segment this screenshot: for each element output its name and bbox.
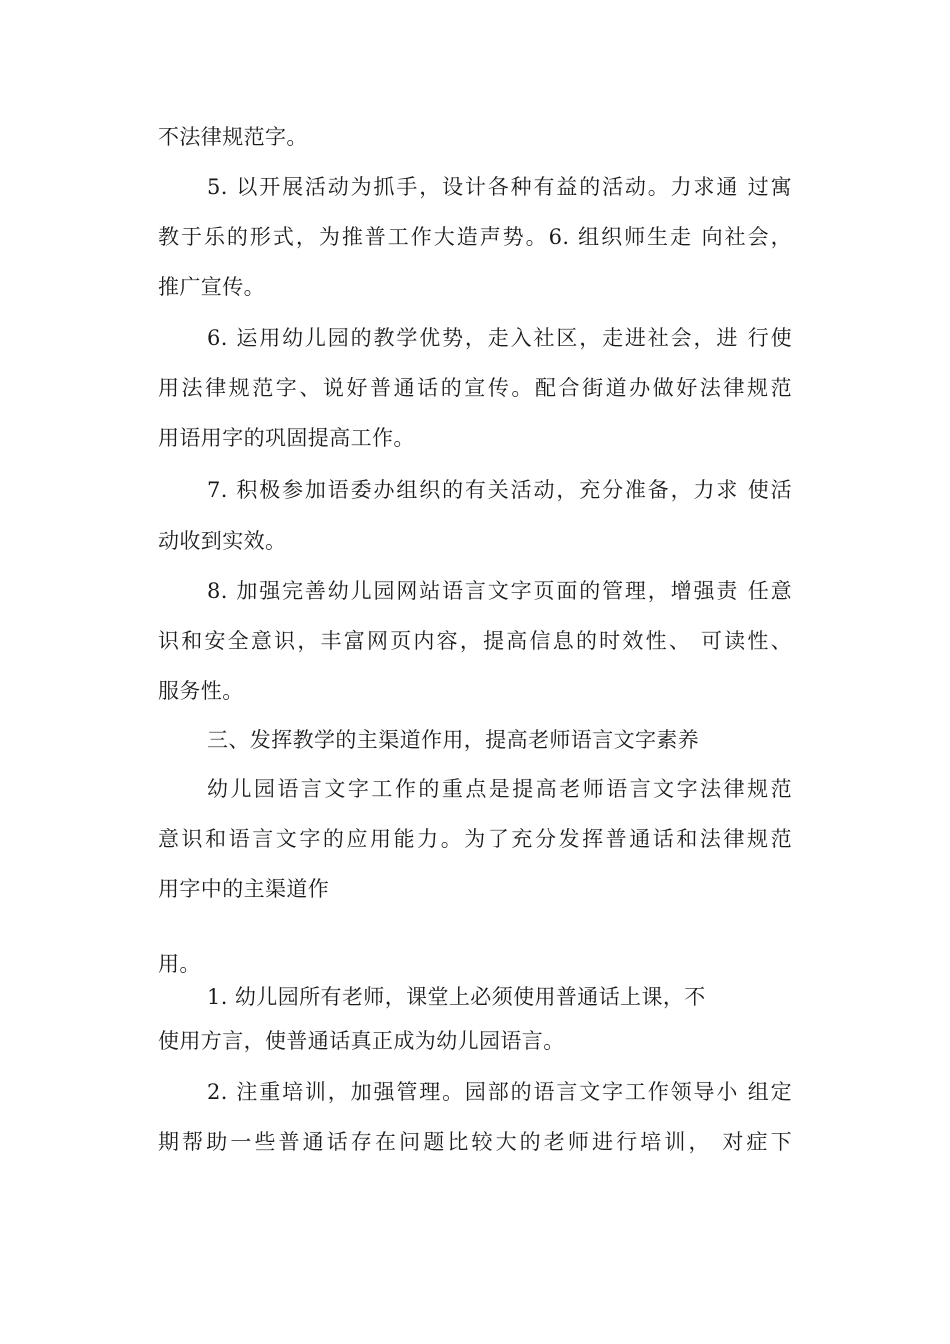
text-line: 用语用字的巩固提高工作。 bbox=[158, 426, 415, 450]
text-line: 教于乐的形式，为推普工作大造声势。6. 组织师生走 向社会， bbox=[158, 225, 792, 249]
text-line: 推广宣传。 bbox=[158, 275, 265, 299]
text-line: 6. 运用幼儿园的教学优势，走入社区，走进社会，进 行使 bbox=[207, 326, 792, 350]
text-line: 7. 积极参加语委办组织的有关活动，充分准备，力求 使活 bbox=[207, 478, 792, 502]
text-line: 意识和语言文字的应用能力。为了充分发挥普通话和法律规范 bbox=[158, 827, 792, 851]
text-line: 5. 以开展活动为抓手，设计各种有益的活动。力求通 过寓 bbox=[207, 175, 792, 199]
text-line: 服务性。 bbox=[158, 679, 244, 703]
section-heading: 三、发挥教学的主渠道作用，提高老师语言文字素养 bbox=[207, 728, 700, 752]
text-line: 8. 加强完善幼儿园网站语言文字页面的管理，增强责 任意 bbox=[207, 579, 792, 603]
text-line: 动收到实效。 bbox=[158, 529, 287, 553]
text-line: 不法律规范字。 bbox=[158, 125, 308, 149]
text-line: 使用方言，使普通话真正成为幼儿园语言。 bbox=[158, 1029, 565, 1053]
text-line: 幼儿园语言文字工作的重点是提高老师语言文字法律规范 bbox=[207, 777, 792, 801]
text-line: 用。 bbox=[158, 952, 201, 976]
text-line: 期帮助一些普通话存在问题比较大的老师进行培训， 对症下 bbox=[158, 1130, 792, 1154]
text-line: 识和安全意识，丰富网页内容，提高信息的时效性、 可读性、 bbox=[158, 629, 792, 653]
text-line: 用法律规范字、说好普通话的宣传。配合街道办做好法律规范 bbox=[158, 376, 792, 400]
text-line: 1. 幼儿园所有老师，课堂上必须使用普通话上课，不 bbox=[207, 985, 706, 1009]
text-line: 用字中的主渠道作 bbox=[158, 877, 330, 901]
text-line: 2. 注重培训，加强管理。园部的语言文字工作领导小 组定 bbox=[207, 1080, 792, 1104]
